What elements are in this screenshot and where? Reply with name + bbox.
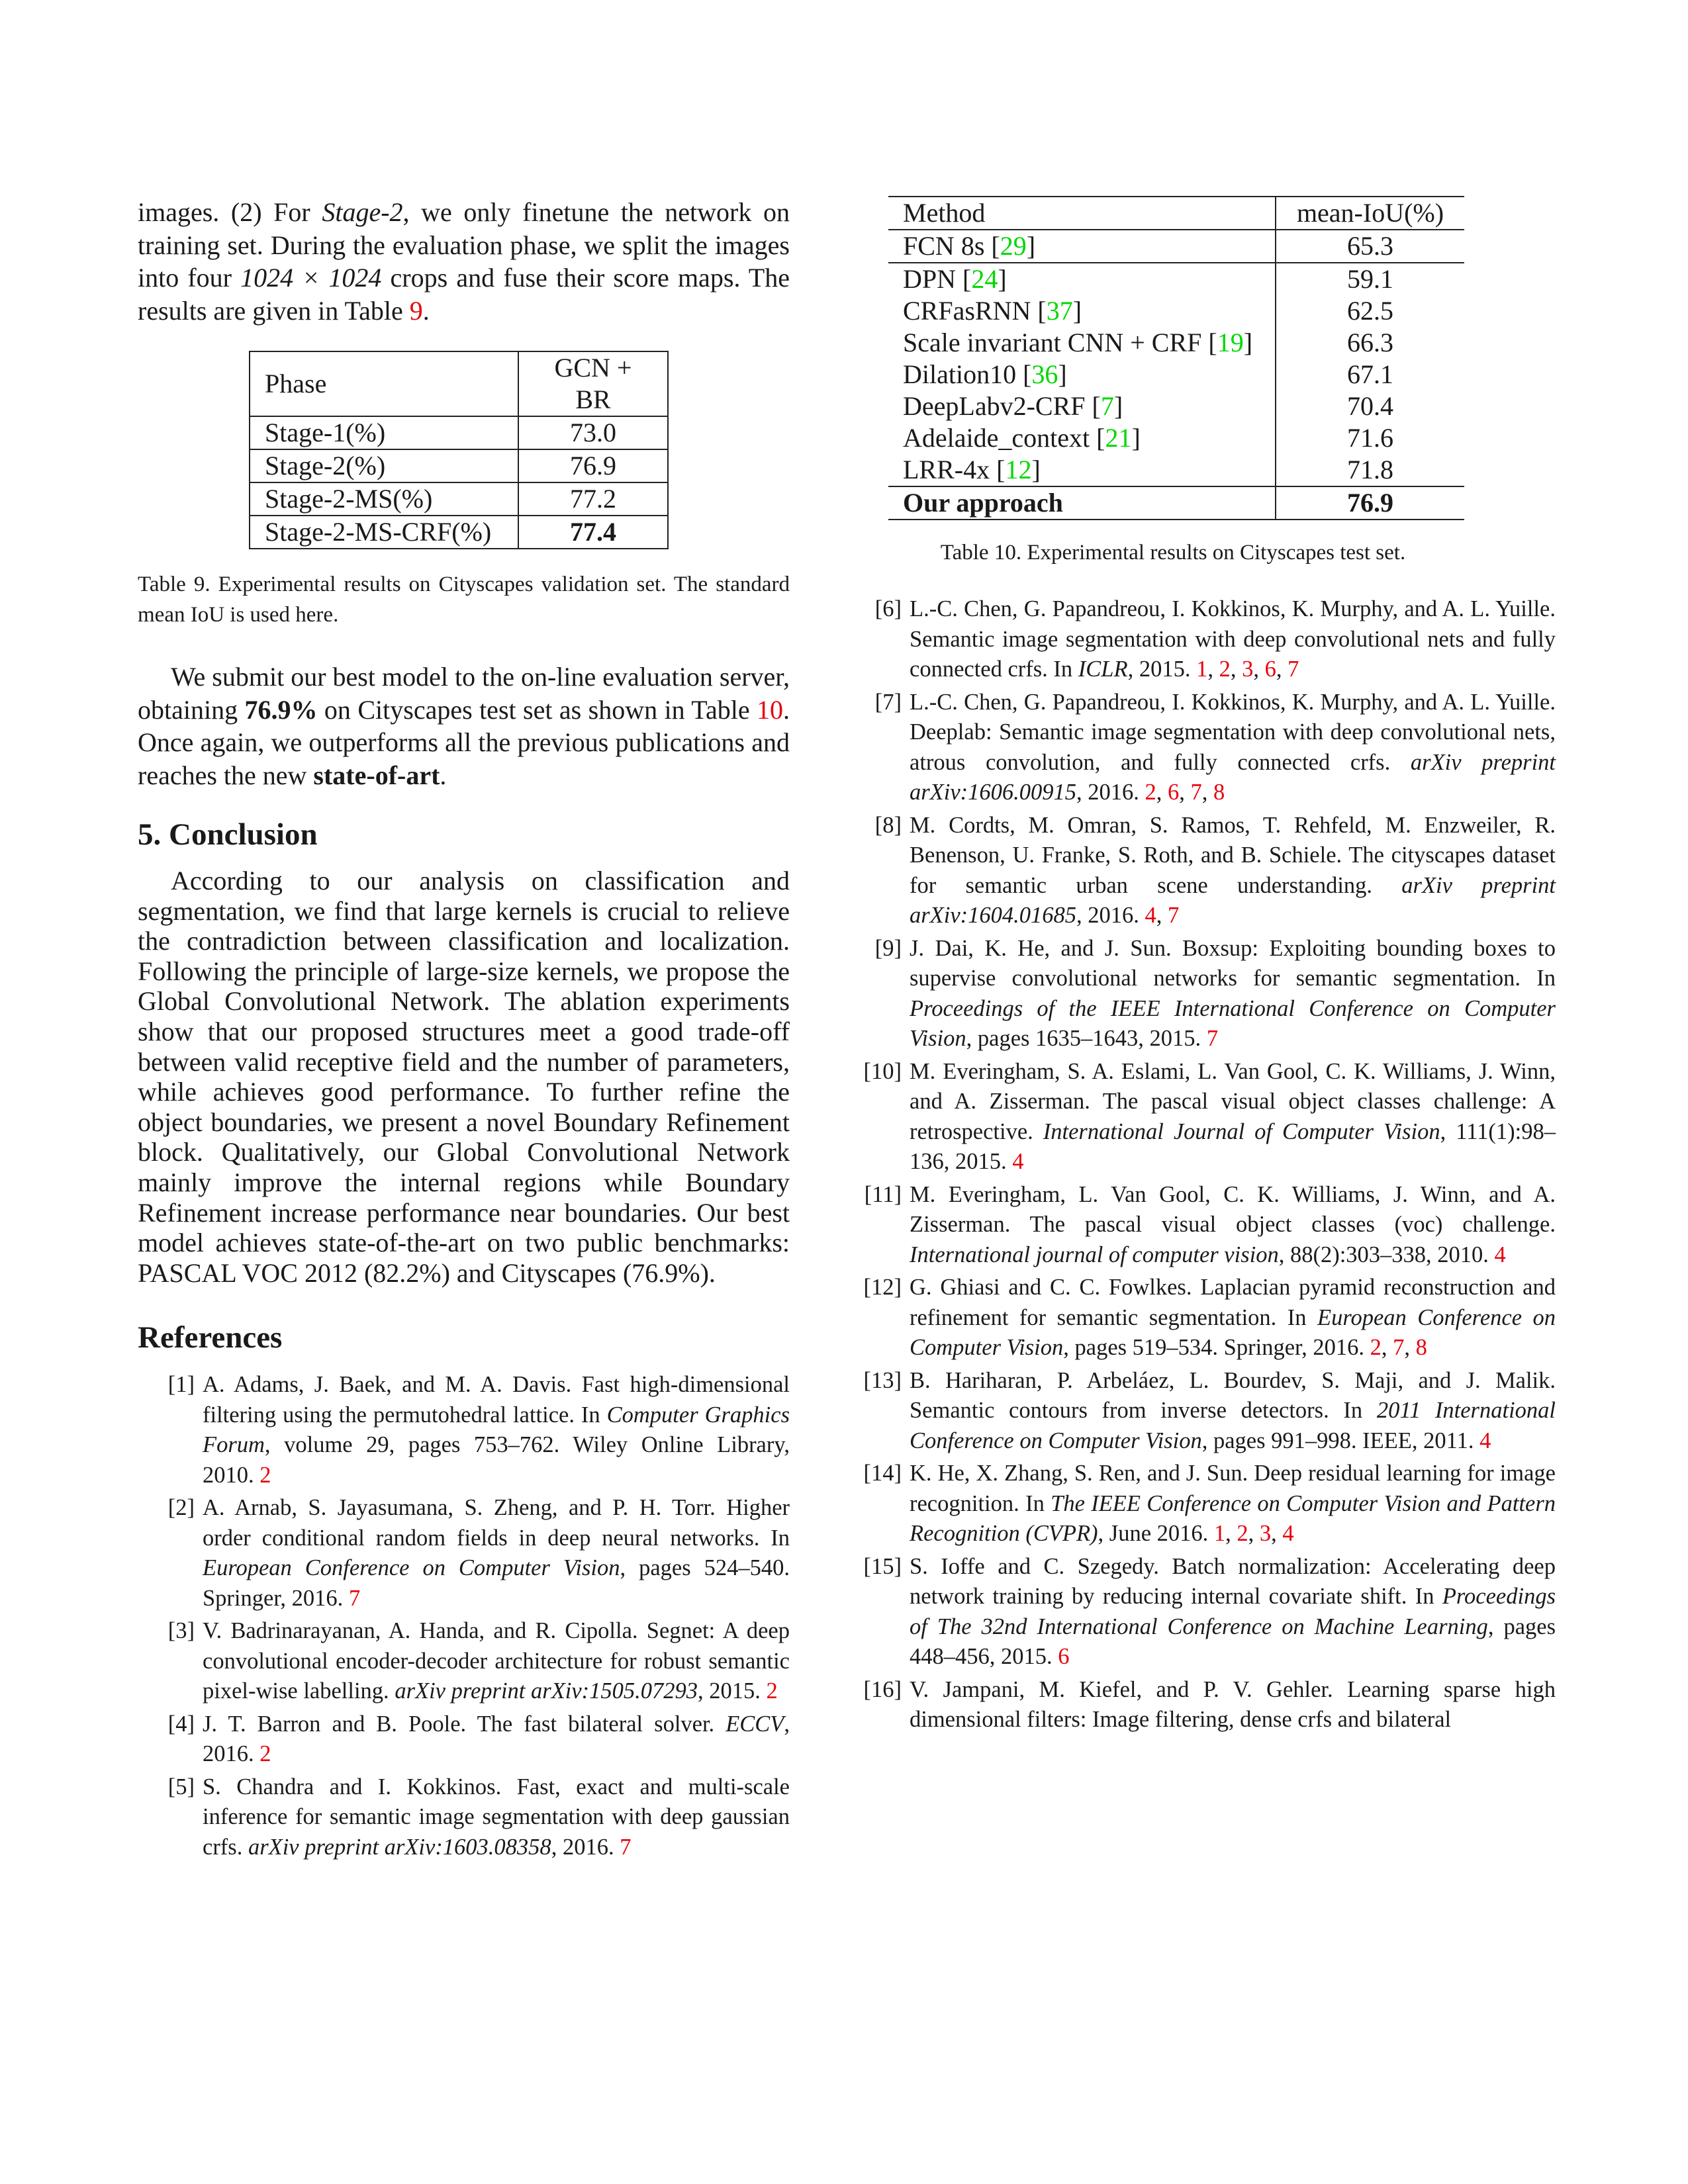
- citation-link[interactable]: 7: [1100, 391, 1114, 421]
- reference-venue: ICLR: [1078, 657, 1128, 682]
- method-name: Adelaide_context: [903, 423, 1097, 453]
- reference-item: [855, 1366, 1556, 1457]
- reference-tail: , pages 519–534. Springer, 2016.: [1063, 1335, 1370, 1360]
- table-row: [888, 263, 1464, 295]
- reference-number: [3]: [167, 1618, 195, 1644]
- backref-link[interactable]: 7: [620, 1834, 632, 1860]
- backref-link[interactable]: 6: [1168, 780, 1180, 805]
- intro-paragraph: images. (2) For Stage-2, we only finetune the network on training set. During the evaluation phase, we split the images into four 1024 × 1024 crops and fuse their score maps. The results are given in Table 9.: [138, 197, 790, 326]
- conclusion-heading: 5. Conclusion: [138, 817, 318, 852]
- reference-item: [855, 934, 1556, 1054]
- reference-text: L.-C. Chen, G. Papandreou, I. Kokkinos, K. Murphy, and A. L. Yuille. Semantic image segmentation with deep convolutional nets and fully connected crfs. In: [910, 596, 1556, 682]
- reference-tail: , pages 524–540. Springer, 2016.: [203, 1555, 790, 1611]
- reference-item: [148, 1370, 790, 1490]
- backref-link[interactable]: 7: [348, 1585, 361, 1611]
- method-cell: Adelaide_context [21]: [888, 422, 1276, 454]
- backref-link[interactable]: 2: [1370, 1335, 1382, 1360]
- method-cell: DPN [24]: [888, 263, 1276, 295]
- reference-number: [1]: [167, 1372, 195, 1398]
- references-list-right: [855, 594, 1556, 1735]
- reference-text: J. T. Barron and B. Poole. The fast bilateral solver.: [203, 1711, 726, 1737]
- backref-link[interactable]: 1: [1213, 1521, 1226, 1546]
- method-name: CRFasRNN: [903, 296, 1038, 326]
- reference-text: B. Hariharan, P. Arbeláez, L. Bourdev, S. Maji, and J. Malik. Semantic contours from inverse detectors. In: [910, 1367, 1556, 1423]
- reference-number: [14]: [863, 1461, 902, 1486]
- value-cell: 77.2: [518, 482, 668, 516]
- reference-tail: , pages 1635–1643, 2015.: [966, 1026, 1207, 1051]
- table-row: [888, 359, 1464, 390]
- reference-venue: arXiv preprint arXiv:1505.07293: [395, 1678, 698, 1704]
- reference-item: [855, 1552, 1556, 1672]
- references-heading: References: [138, 1320, 283, 1355]
- reference-number: [13]: [863, 1367, 902, 1393]
- table-row: [250, 482, 668, 516]
- backref-link[interactable]: 2: [259, 1741, 271, 1767]
- backref-link[interactable]: 7: [1190, 780, 1202, 805]
- header-cell: GCN + BR: [518, 351, 668, 416]
- reference-item: [148, 1493, 790, 1614]
- table-row: [888, 422, 1464, 454]
- table-row: [250, 449, 668, 482]
- table-10: [888, 196, 1464, 520]
- reference-venue: The IEEE Conference on Computer Vision and Pattern Recognition (CVPR): [910, 1490, 1556, 1546]
- reference-text: A. Arnab, S. Jayasumana, S. Zheng, and P. H. Torr. Higher order conditional random fields in deep neural networks. In: [203, 1495, 790, 1551]
- phase-cell: Stage-2-MS(%): [250, 482, 518, 516]
- backref-link[interactable]: 7: [1288, 657, 1299, 682]
- value-cell: 71.8: [1347, 455, 1393, 484]
- reference-venue: arXiv preprint arXiv:1604.01685: [910, 872, 1556, 928]
- citation-link[interactable]: 29: [1000, 231, 1027, 261]
- reference-tail: , 2016.: [1076, 780, 1145, 805]
- reference-tail: , 111(1):98–136, 2015.: [910, 1118, 1556, 1174]
- reference-text: J. Dai, K. He, and J. Sun. Boxsup: Exploiting bounding boxes to supervise convolutional networks for semantic segmentation. In: [910, 935, 1556, 991]
- value-cell: 65.3: [1276, 230, 1464, 263]
- citation-link[interactable]: 21: [1105, 423, 1132, 453]
- reference-item: [148, 1709, 790, 1770]
- method-cell: DeepLabv2-CRF [7]: [888, 390, 1276, 422]
- backref-link[interactable]: 2: [1237, 1521, 1248, 1546]
- reference-tail: , 2015.: [698, 1678, 767, 1704]
- backref-link[interactable]: 4: [1282, 1521, 1294, 1546]
- reference-text: M. Cordts, M. Omran, S. Ramos, T. Rehfeld, M. Enzweiler, R. Benenson, U. Franke, S. Roth, and B. Schiele. The cityscapes dataset for semantic urban scene understanding.: [910, 812, 1556, 898]
- table-header-row: [250, 351, 668, 416]
- reference-item: [148, 1616, 790, 1707]
- reference-item: [14] K. He, X. Zhang, S. Ren, and J. Sun. Deep residual learning for image recognition. In The IEEE Conference on Computer Vision and Pattern Recognition (CVPR), June 2016. 1, 2, 3, 4: [855, 1459, 1556, 1549]
- reference-number: [5]: [167, 1774, 195, 1799]
- backref-link[interactable]: 8: [1213, 780, 1225, 805]
- references-list-left: [138, 1370, 790, 1862]
- header-cell: Method: [888, 197, 1276, 230]
- backref-link[interactable]: 6: [1058, 1644, 1070, 1669]
- submit-paragraph: We submit our best model to the on-line evaluation server, obtaining 76.9% on Cityscapes test set as shown in Table 10. Once again, we outperforms all the previous publications and reaches the new state-of-art.: [138, 662, 790, 790]
- reference-number: [10]: [863, 1058, 902, 1084]
- method-cell: FCN 8s [29]: [888, 230, 1276, 263]
- table-row: [888, 327, 1464, 359]
- reference-number: [15]: [863, 1553, 902, 1579]
- reference-number: [8]: [874, 812, 902, 838]
- backref-link[interactable]: 1: [1196, 657, 1208, 682]
- left-column: [138, 196, 790, 1865]
- backref-link[interactable]: 4: [1479, 1428, 1491, 1453]
- citation-link[interactable]: 37: [1046, 296, 1073, 326]
- reference-item: [6] L.-C. Chen, G. Papandreou, I. Kokkinos, K. Murphy, and A. L. Yuille. Semantic image segmentation with deep convolutional nets and fully connected crfs. In ICLR, 2015. 1, 2, 3, 6, 7: [855, 594, 1556, 685]
- reference-text: S. Ioffe and C. Szegedy. Batch normalization: Accelerating deep network training by reducing internal covariate shift. In: [910, 1553, 1556, 1609]
- reference-text: M. Everingham, L. Van Gool, C. K. Williams, J. Winn, and A. Zisserman. The pascal visual object classes (voc) challenge.: [910, 1181, 1556, 1237]
- value-cell: 70.4: [1347, 391, 1393, 421]
- table-9-caption: Table 9. Experimental results on Cityscapes validation set. The standard mean IoU is used here.: [138, 572, 790, 627]
- reference-text: G. Ghiasi and C. C. Fowlkes. Laplacian pyramid reconstruction and refinement for semantic segmentation. In: [910, 1275, 1556, 1330]
- reference-text: K. He, X. Zhang, S. Ren, and J. Sun. Deep residual learning for image recognition. In: [910, 1461, 1556, 1516]
- method-name: Scale invariant CNN + CRF: [903, 328, 1209, 357]
- header-cell: Phase: [250, 351, 518, 416]
- citation-link[interactable]: 12: [1005, 455, 1032, 484]
- reference-venue: International journal of computer vision: [910, 1242, 1279, 1267]
- method-name: FCN 8s: [903, 231, 992, 261]
- method-cell: Dilation10 [36]: [888, 359, 1276, 390]
- backref-link[interactable]: 2: [259, 1462, 271, 1488]
- reference-venue: European Conference on Computer Vision: [910, 1304, 1556, 1360]
- table-link[interactable]: 9: [409, 295, 423, 326]
- reference-number: [9]: [874, 935, 902, 961]
- phase-cell: Stage-1(%): [250, 416, 518, 449]
- reference-item: [855, 1675, 1556, 1735]
- backref-link[interactable]: 4: [1494, 1242, 1506, 1267]
- backref-link[interactable]: 2: [1219, 657, 1231, 682]
- reference-venue: Computer Graphics Forum: [203, 1402, 790, 1458]
- reference-tail: , June 2016.: [1098, 1521, 1214, 1546]
- value-cell: 76.9: [1276, 486, 1464, 520]
- value-cell: 76.9: [518, 449, 668, 482]
- reference-number: [2]: [167, 1495, 195, 1521]
- backref-link[interactable]: 3: [1242, 657, 1254, 682]
- citation-link[interactable]: 19: [1217, 328, 1244, 357]
- reference-item: [12] G. Ghiasi and C. C. Fowlkes. Laplacian pyramid reconstruction and refinement for semantic segmentation. In European Conference on Computer Vision, pages 519–534. Springer, 2016. 2, 7, 8: [855, 1273, 1556, 1363]
- backref-link[interactable]: 4: [1145, 903, 1156, 928]
- reference-venue: ECCV: [726, 1711, 784, 1737]
- reference-item: [7] L.-C. Chen, G. Papandreou, I. Kokkinos, K. Murphy, and A. L. Yuille. Deeplab: Semantic image segmentation with deep convolutional nets, atrous convolution, and fully connected crfs. arXiv preprint arXiv:1606.00915, 2016. 2, 6, 7, 8: [855, 688, 1556, 808]
- backref-link[interactable]: 7: [1168, 903, 1180, 928]
- value-cell: 66.3: [1347, 328, 1393, 357]
- method-name: DPN: [903, 264, 963, 294]
- backref-link[interactable]: 6: [1264, 657, 1276, 682]
- reference-venue: Proceedings of the IEEE International Conference on Computer Vision: [910, 995, 1556, 1051]
- method-name: Dilation10: [903, 359, 1023, 389]
- value-cell: 59.1: [1347, 264, 1393, 294]
- reference-venue: 2011 International Conference on Computer Vision: [910, 1398, 1556, 1453]
- phase-cell: Stage-2-MS-CRF(%): [250, 516, 518, 549]
- backref-link[interactable]: 3: [1259, 1521, 1272, 1546]
- backref-link[interactable]: 2: [1145, 780, 1156, 805]
- reference-text: S. Chandra and I. Kokkinos. Fast, exact and multi-scale inference for semantic image segmentation with deep gaussian crfs.: [203, 1774, 790, 1860]
- value-cell: 67.1: [1347, 359, 1393, 389]
- reference-item: [8] M. Cordts, M. Omran, S. Ramos, T. Rehfeld, M. Enzweiler, R. Benenson, U. Franke, S. Roth, and B. Schiele. The cityscapes dataset for semantic urban scene understanding. arXiv preprint arXiv:1604.01685, 2016. 4, 7: [855, 811, 1556, 931]
- method-name: LRR-4x: [903, 455, 997, 484]
- table-header-row: [888, 197, 1464, 230]
- method-cell: Scale invariant CNN + CRF [19]: [888, 327, 1276, 359]
- method-cell: CRFasRNN [37]: [888, 295, 1276, 327]
- right-column: [855, 196, 1556, 1738]
- reference-text: V. Badrinarayanan, A. Handa, and R. Cipolla. Segnet: A deep convolutional encoder-decoder architecture for robust semantic pixel-wise labelling.: [203, 1618, 790, 1704]
- backref-link[interactable]: 7: [1393, 1335, 1405, 1360]
- table-row: [250, 416, 668, 449]
- citation-link[interactable]: 24: [971, 264, 998, 294]
- table-row: [888, 295, 1464, 327]
- table-row: [250, 516, 668, 549]
- method-name: DeepLabv2-CRF: [903, 391, 1092, 421]
- reference-venue: arXiv preprint arXiv:1606.00915: [910, 749, 1556, 805]
- reference-venue: International Journal of Computer Vision: [1043, 1118, 1440, 1144]
- reference-number: [4]: [167, 1711, 195, 1737]
- reference-tail: , 2016.: [1076, 903, 1145, 928]
- reference-tail: , pages 448–456, 2015.: [910, 1614, 1556, 1669]
- reference-number: [11]: [864, 1181, 902, 1207]
- reference-item: [855, 1057, 1556, 1177]
- reference-text: L.-C. Chen, G. Papandreou, I. Kokkinos, K. Murphy, and A. L. Yuille. Deeplab: Semantic image segmentation with deep convolutional nets, atrous convolution, and fully connected crfs.: [910, 689, 1556, 775]
- citation-link[interactable]: 36: [1031, 359, 1058, 389]
- backref-link[interactable]: 7: [1206, 1026, 1219, 1051]
- table-10-caption: Table 10. Experimental results on Cityscapes test set.: [940, 541, 1406, 565]
- reference-item: [855, 1180, 1556, 1271]
- table-row: [888, 390, 1464, 422]
- method-cell: LRR-4x [12]: [888, 454, 1276, 486]
- reference-tail: , pages 991–998. IEEE, 2011.: [1201, 1428, 1480, 1453]
- table-link[interactable]: 10: [757, 694, 783, 725]
- reference-text: V. Jampani, M. Kiefel, and P. V. Gehler. Learning sparse high dimensional filters: Image filtering, dense crfs and bilateral: [910, 1676, 1556, 1732]
- reference-venue: arXiv preprint arXiv:1603.08358: [248, 1834, 551, 1860]
- backref-link[interactable]: 2: [766, 1678, 778, 1704]
- conclusion-paragraph: According to our analysis on classification and segmentation, we find that large kernels is crucial to relieve the contradiction between classification and localization. Following the principle of large-size kernels, we propose the Global Convolutional Network. The ablation experiments show that our proposed structures meet a good trade-off between valid receptive field and the number of parameters, while achieves good performance. To further refine the object boundaries, we present a novel Boundary Refinement block. Qualitatively, our Global Convolutional Network mainly improve the internal regions while Boundary Refinement increase performance near boundaries. Our best model achieves state-of-the-art on two public benchmarks: PASCAL VOC 2012 (82.2%) and Cityscapes (76.9%).: [138, 866, 790, 1288]
- reference-number: [6]: [874, 596, 902, 621]
- reference-number: [12]: [863, 1275, 902, 1300]
- table-row-final: [888, 486, 1464, 520]
- reference-tail: , 2015.: [1127, 657, 1197, 682]
- reference-tail: , 2016.: [551, 1834, 620, 1860]
- method-cell: Our approach: [888, 486, 1276, 520]
- backref-link[interactable]: 4: [1012, 1149, 1024, 1174]
- reference-text: M. Everingham, S. A. Eslami, L. Van Gool, C. K. Williams, J. Winn, and A. Zisserman. The pascal visual object classes challenge: A retrospective.: [910, 1058, 1556, 1144]
- header-cell: mean-IoU(%): [1276, 197, 1464, 230]
- reference-number: [7]: [874, 689, 902, 715]
- backref-link[interactable]: 8: [1415, 1335, 1427, 1360]
- reference-text: A. Adams, J. Baek, and M. A. Davis. Fast high-dimensional filtering using the permutohedral lattice. In: [203, 1372, 790, 1428]
- table-9: [249, 351, 669, 549]
- reference-venue: Proceedings of The 32nd International Conference on Machine Learning: [910, 1584, 1556, 1639]
- reference-number: [16]: [863, 1676, 902, 1702]
- table-row: [888, 454, 1464, 486]
- table-row: [888, 230, 1464, 263]
- value-cell: 62.5: [1347, 296, 1393, 326]
- reference-venue: European Conference on Computer Vision: [203, 1555, 620, 1581]
- value-cell: 73.0: [518, 416, 668, 449]
- value-cell: 77.4: [518, 516, 668, 549]
- phase-cell: Stage-2(%): [250, 449, 518, 482]
- reference-item: [148, 1772, 790, 1863]
- reference-tail: , 2016.: [203, 1711, 790, 1767]
- reference-tail: , 88(2):303–338, 2010.: [1278, 1242, 1495, 1267]
- value-cell: 71.6: [1347, 423, 1393, 453]
- reference-tail: , volume 29, pages 753–762. Wiley Online Library, 2010.: [203, 1432, 790, 1488]
